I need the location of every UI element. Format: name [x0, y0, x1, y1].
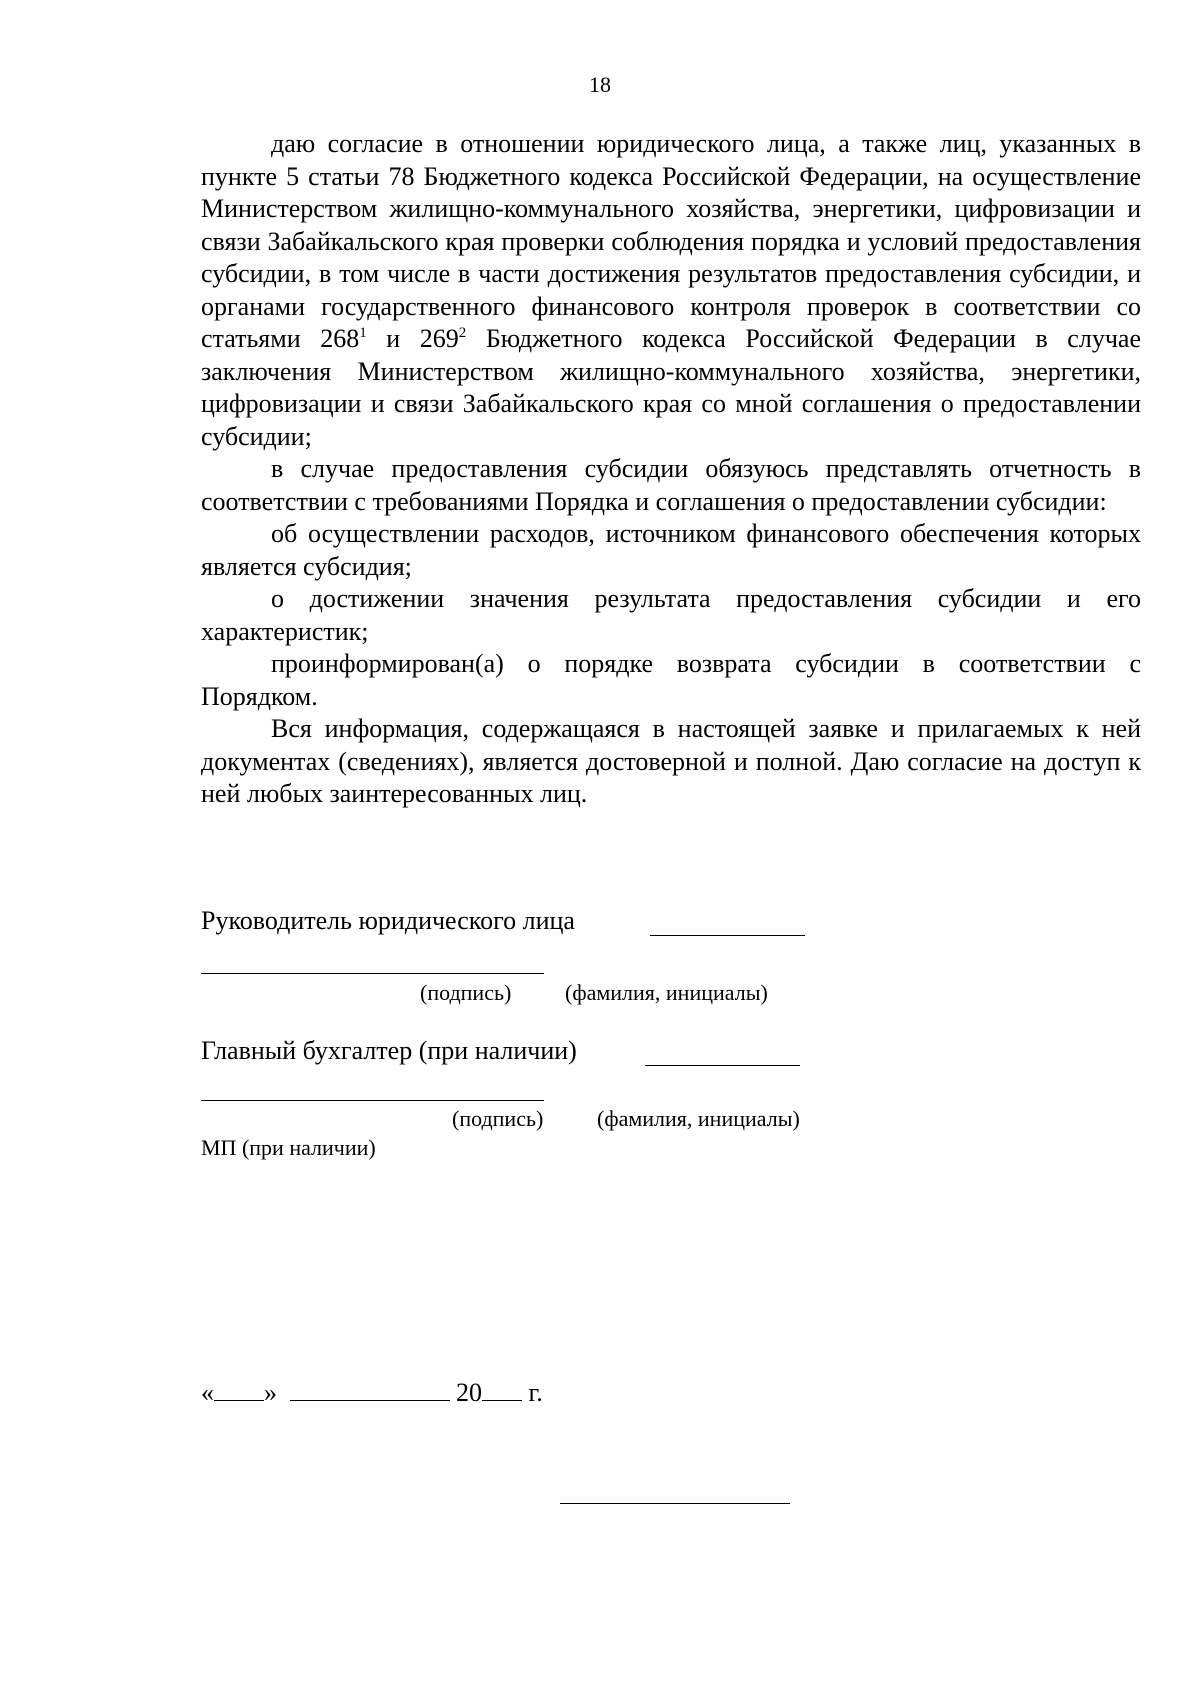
- month-blank: [290, 1378, 450, 1401]
- accountant-signature-line-long: [201, 1100, 544, 1101]
- accuracy-paragraph: Вся информация, содержащаяся в настоящей заявке и прилагаемых к ней документах (сведениях), является достоверной и полной. Даю согласие на доступ к ней любых заинтересованных лиц.: [201, 714, 1141, 808]
- stamp-label: МП (при наличии): [201, 1135, 376, 1160]
- date-line: [201, 1378, 543, 1408]
- accountant-name-caption: (фамилия, инициалы): [597, 1106, 800, 1131]
- return-paragraph: проинформирован(а) о порядке возврата субсидии в соответствии с Порядком.: [201, 649, 1141, 711]
- head-sign-caption: (подпись): [420, 980, 512, 1005]
- accountant-sign-caption: (подпись): [452, 1106, 544, 1131]
- year-suffix: г.: [528, 1378, 543, 1407]
- head-name-caption: (фамилия, инициалы): [565, 980, 768, 1005]
- superscript-2: 2: [458, 325, 467, 341]
- consent-text-part-3: Бюджетного кодекса Российской Федерации в случае заключения Министерством жилищно-коммунального хозяйства, энергетики, цифровизации и связи Забайкальского края со мной соглашения о предоставлении субсидии;: [201, 324, 1141, 451]
- year-blank: [482, 1378, 522, 1401]
- page-number: 18: [589, 72, 611, 97]
- head-signature-line-short: [650, 935, 805, 936]
- accountant-signature-label: Главный бухгалтер (при наличии): [201, 1036, 577, 1065]
- head-signature-line-long: [201, 973, 544, 974]
- superscript-1: 1: [359, 325, 367, 341]
- day-blank: [214, 1378, 264, 1401]
- reporting-paragraph: в случае предоставления субсидии обязуюсь представлять отчетность в соответствии с требованиями Порядка и соглашения о предоставлении субсидии:: [201, 454, 1141, 516]
- consent-text-part-2: и 269: [366, 324, 459, 353]
- date-open-quote: «: [201, 1378, 214, 1407]
- document-body: [201, 128, 1141, 811]
- consent-text-part-1: даю согласие в отношении юридического лица, а также лиц, указанных в пункте 5 статьи 78 Бюджетного кодекса Российской Федерации, на осуществление Министерством жилищно-коммунального хозяйства, энергетики, цифровизации и связи Забайкальского края проверки соблюдения порядка и условий предоставления субсидии, в том числе в части достижения результатов предоставления субсидии, и органами государственного финансового контроля проверок в соответствии со статьями 268: [201, 129, 1141, 353]
- expenses-paragraph: об осуществлении расходов, источником финансового обеспечения которых является субсидия;: [201, 519, 1141, 581]
- accountant-signature-line-short: [645, 1065, 800, 1066]
- year-prefix: 20: [456, 1378, 482, 1407]
- results-paragraph: о достижении значения результата предоставления субсидии и его характеристик;: [201, 584, 1141, 646]
- bottom-signature-line: [560, 1503, 790, 1504]
- consent-paragraph: [201, 128, 1141, 453]
- date-close-quote: »: [264, 1378, 277, 1407]
- head-signature-label: Руководитель юридического лица: [201, 906, 575, 935]
